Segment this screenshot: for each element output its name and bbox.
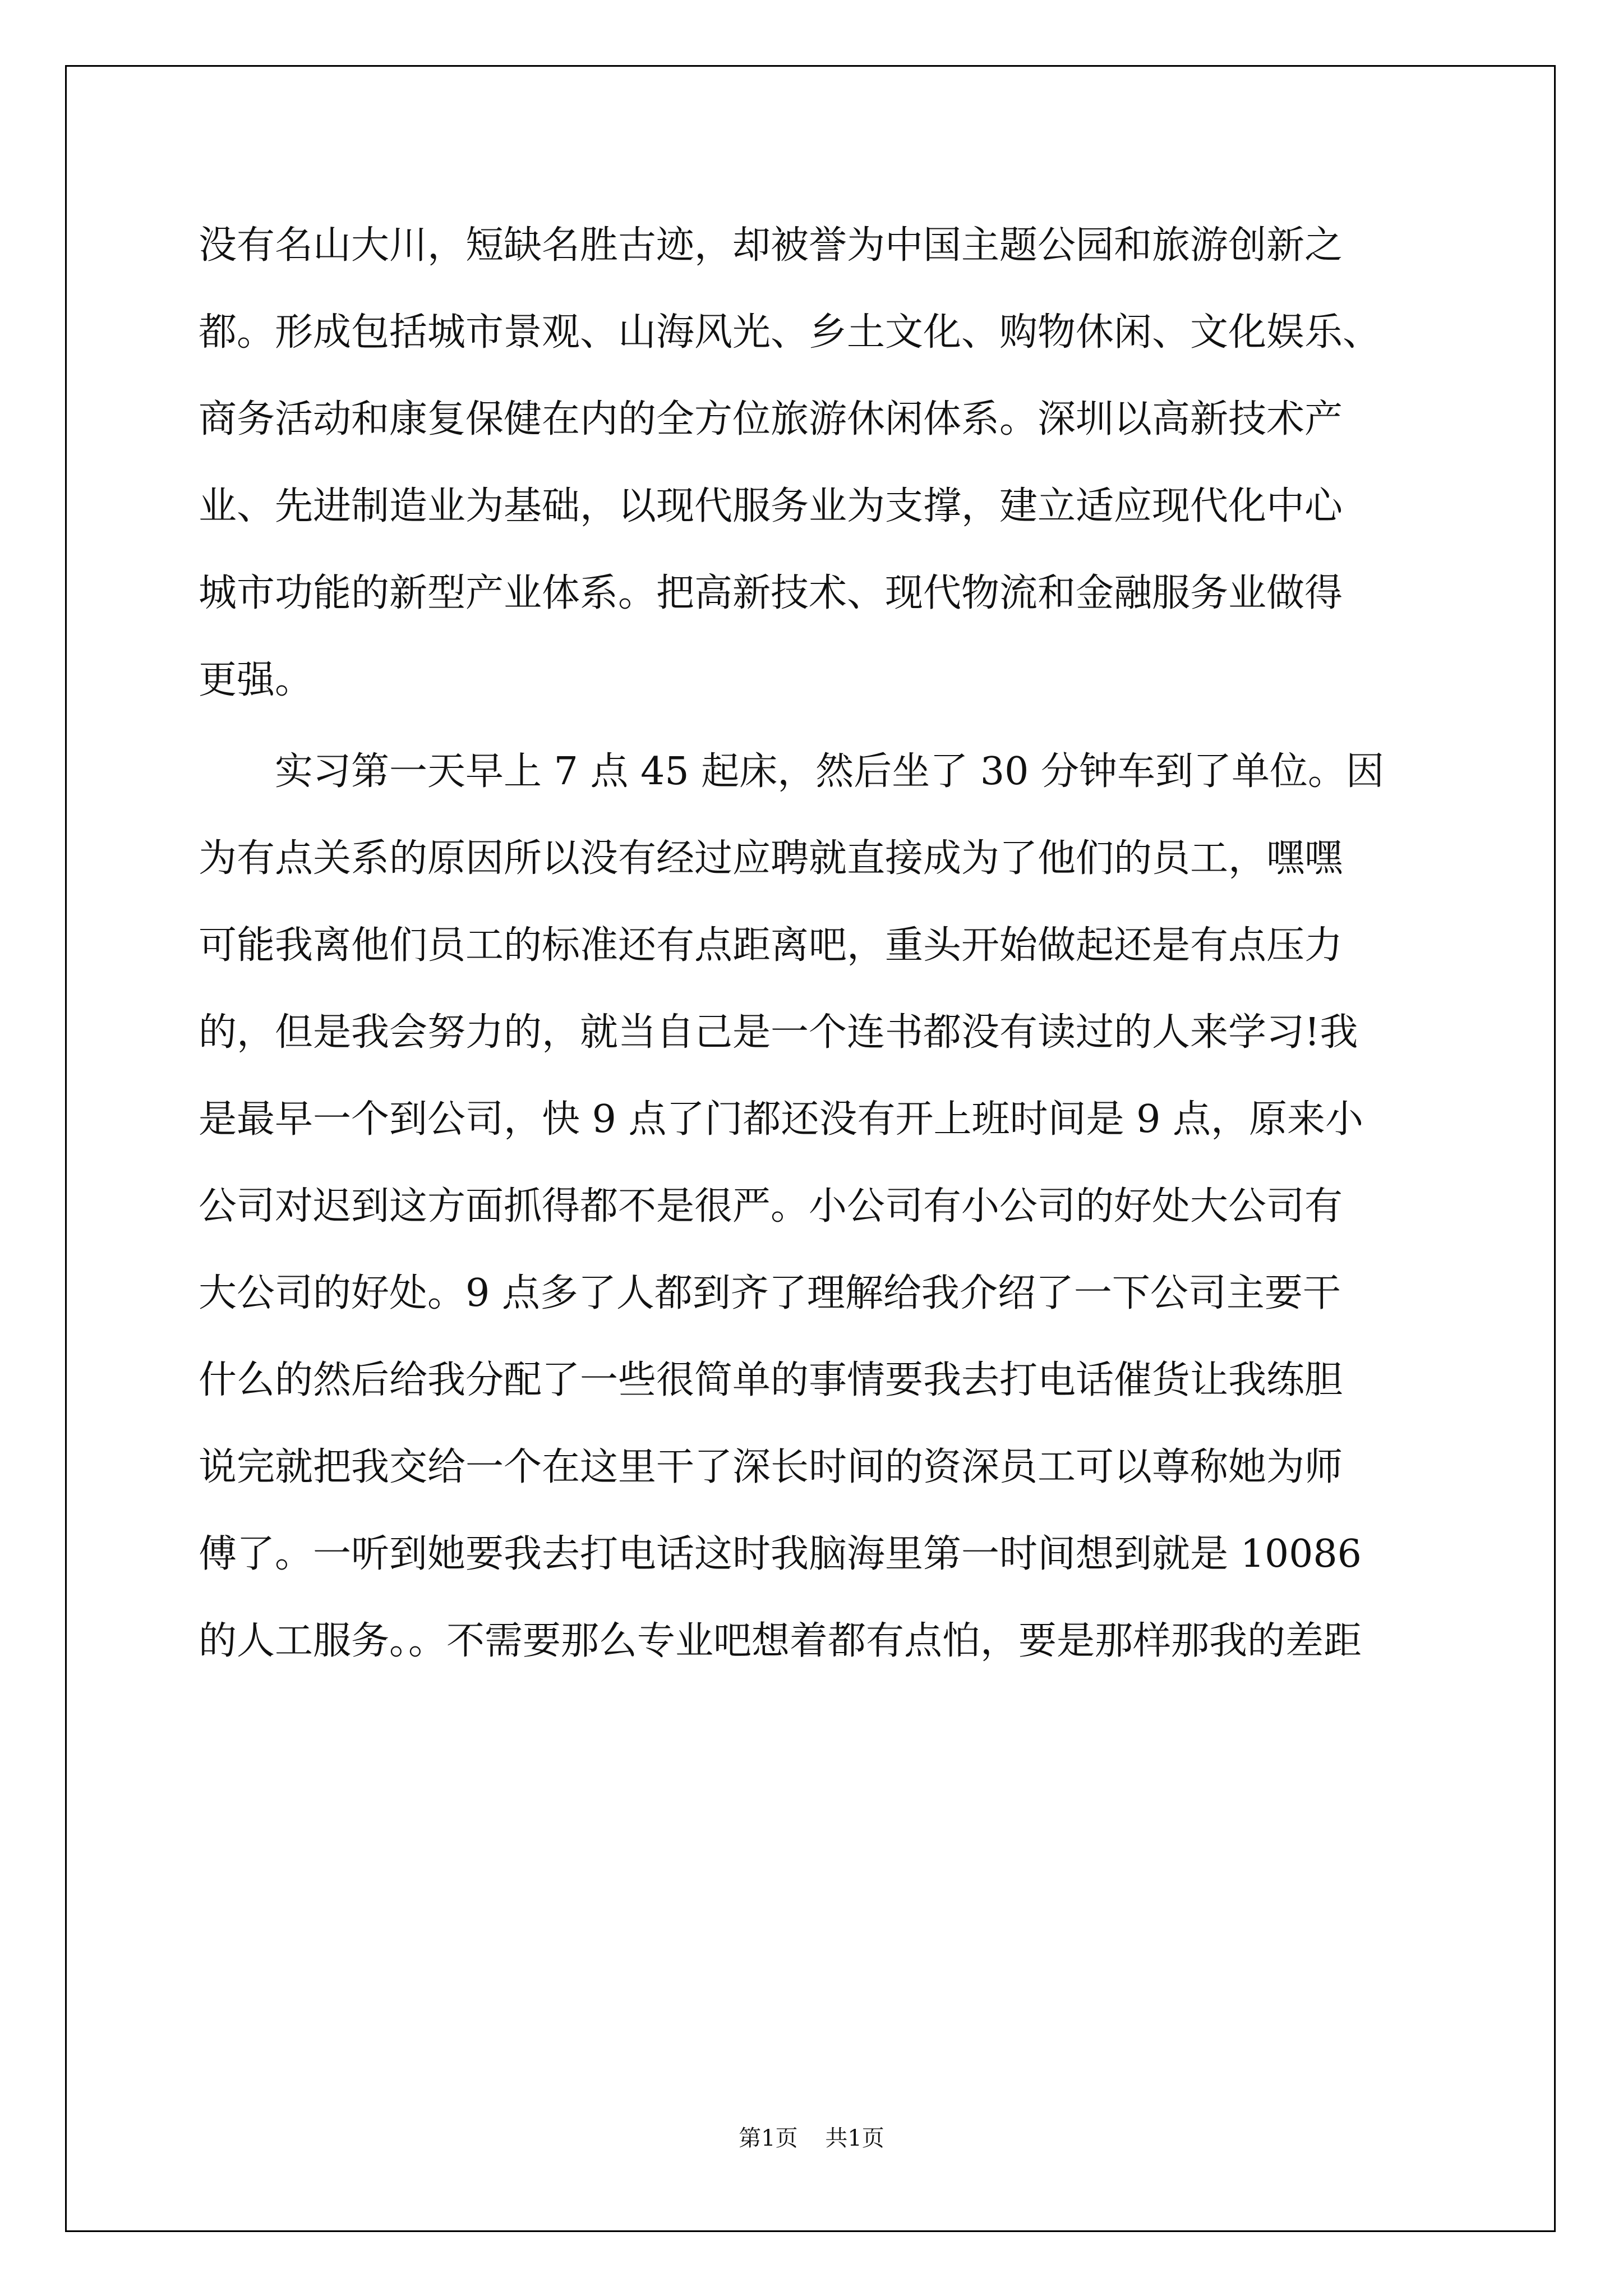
text-line: 都。形成包括城市景观、山海风光、乡土文化、购物休闲、文化娱乐、 (199, 310, 1381, 355)
text-line: 的人工服务。。不需要那么专业吧想着都有点怕，要是那样那我的差距 (199, 1619, 1362, 1663)
text-line: 说完就把我交给一个在这里干了深长时间的资深员工可以尊称她为师 (199, 1445, 1343, 1489)
text-line: 实习第一天早上 7 点 45 起床，然后坐了 30 分钟车到了单位。因 (275, 749, 1385, 794)
page-number: 第1页 (739, 2125, 798, 2151)
text-line: 为有点关系的原因所以没有经过应聘就直接成为了他们的员工，嘿嘿 (199, 836, 1343, 881)
paragraph-1 (199, 202, 1449, 724)
text-line: 更强。 (199, 658, 313, 702)
text-line: 城市功能的新型产业体系。把高新技术、现代物流和金融服务业做得 (199, 571, 1343, 615)
text-line: 公司对迟到这方面抓得都不是很严。小公司有小公司的好处大公司有 (199, 1184, 1343, 1228)
text-line: 业、先进制造业为基础，以现代服务业为支撑，建立适应现代化中心 (199, 484, 1343, 528)
text-line: 没有名山大川，短缺名胜古迹，却被誉为中国主题公园和旅游创新之 (199, 223, 1343, 268)
text-line: 傅了。一听到她要我去打电话这时我脑海里第一时间想到就是 10086 (199, 1532, 1362, 1576)
page-footer (0, 2120, 1623, 2152)
text-line: 商务活动和康复保健在内的全方位旅游休闲体系。深圳以高新技术产 (199, 397, 1343, 441)
text-line: 是最早一个到公司，快 9 点了门都还没有开上班时间是 9 点，原来小 (199, 1097, 1363, 1142)
paragraph-2 (199, 728, 1449, 1685)
text-line: 的，但是我会努力的，就当自己是一个连书都没有读过的人来学习!我 (199, 1010, 1358, 1055)
paragraph-gap (199, 724, 1449, 728)
text-line: 什么的然后给我分配了一些很简单的事情要我去打电话催货让我练胆 (199, 1358, 1343, 1402)
page-total: 共1页 (825, 2125, 884, 2151)
document-body (199, 202, 1449, 1685)
text-line: 大公司的好处。9 点多了人都到齐了理解给我介绍了一下公司主要干 (199, 1271, 1341, 1315)
text-line: 可能我离他们员工的标准还有点距离吧，重头开始做起还是有点压力 (199, 923, 1343, 968)
